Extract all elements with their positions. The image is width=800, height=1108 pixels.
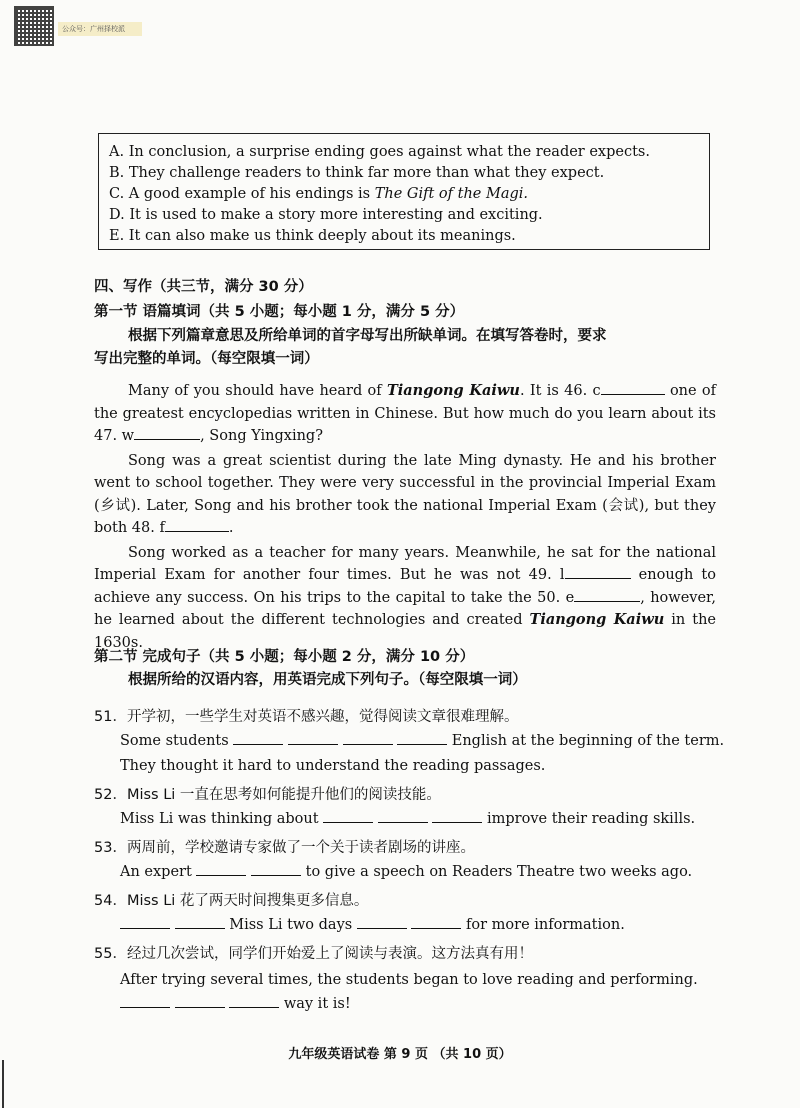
option-d: D. It is used to make a story more interesting and exciting.: [109, 207, 543, 223]
blank-48[interactable]: [165, 517, 229, 532]
q54-english: Miss Li two days for more information.: [120, 914, 625, 936]
blank-54-4[interactable]: [411, 914, 461, 929]
q53-chinese: 53．两周前，学校邀请专家做了一个关于读者剧场的讲座。: [94, 840, 475, 856]
blank-52-1[interactable]: [323, 808, 373, 823]
part1-title: 第一节 语篇填词（共 5 小题；每小题 1 分，满分 5 分）: [94, 304, 465, 320]
blank-49[interactable]: [565, 564, 631, 579]
blank-46[interactable]: [601, 380, 665, 395]
passage-paragraph-2: Song was a great scientist during the late Ming dynasty. He and his brother went to school together. They were very successful in the provincial Imperial Exam (乡试). Later, Song and his brother took the national Imperial Exam (会试), but they both 48. f .: [94, 452, 716, 536]
blank-52-3[interactable]: [432, 808, 482, 823]
passage-paragraph-3: Song worked as a teacher for many years. Meanwhile, he sat for the national Imperial Exam for another four times. But he was not 49. l enough to achieve any success. On his trips to the capital to take the 50. e , however, he learned about the different technologies and created Tiangong Kaiwu in the 1630s.: [94, 544, 716, 651]
option-b: B. They challenge readers to think far more than what they expect.: [109, 165, 605, 181]
part1-instruction-2: 写出完整的单词。（每空限填一词）: [94, 351, 319, 367]
blank-51-4[interactable]: [397, 730, 447, 745]
part2-title: 第二节 完成句子（共 5 小题；每小题 2 分，满分 10 分）: [94, 649, 475, 665]
passage-paragraph-1: Many of you should have heard of Tiangong Kaiwu. It is 46. c one of the greatest encyclopedias written in Chinese. But how much do you learn about its 47. w , Song Yingxing?: [94, 382, 717, 444]
cloze-passage: [94, 380, 716, 654]
blank-47[interactable]: [134, 425, 200, 440]
options-box: [98, 133, 710, 250]
qr-code: [14, 6, 54, 46]
blank-54-2[interactable]: [175, 914, 225, 929]
blank-55-1[interactable]: [120, 993, 170, 1008]
blank-55-2[interactable]: [175, 993, 225, 1008]
q51-chinese: 51．开学初，一些学生对英语不感兴趣，觉得阅读文章很难理解。: [94, 709, 519, 725]
blank-51-3[interactable]: [343, 730, 393, 745]
blank-52-2[interactable]: [378, 808, 428, 823]
q51-english-2: They thought it hard to understand the reading passages.: [120, 758, 546, 774]
blank-53-2[interactable]: [251, 861, 301, 876]
option-c-title: The Gift of the Magi.: [374, 186, 529, 202]
page-footer: 九年级英语试卷 第 9 页 （共 10 页）: [288, 1047, 512, 1062]
option-a: A. In conclusion, a surprise ending goes against what the reader expects.: [109, 144, 650, 160]
blank-54-1[interactable]: [120, 914, 170, 929]
blank-54-3[interactable]: [357, 914, 407, 929]
q55-english: After trying several times, the students began to love reading and performing.: [120, 972, 698, 988]
watermark-label: 公众号：广州择校派: [58, 22, 142, 36]
q54-chinese: 54．Miss Li 花了两天时间搜集更多信息。: [94, 893, 369, 909]
q52-english: Miss Li was thinking about improve their reading skills.: [120, 808, 695, 830]
q53-english: An expert to give a speech on Readers Theatre two weeks ago.: [120, 861, 692, 883]
section-title: 四、写作（共三节，满分 30 分）: [94, 279, 313, 295]
part1-instruction-1: 根据下列篇章意思及所给单词的首字母写出所缺单词。在填写答卷时，要求: [128, 328, 607, 344]
q55-english-2: way it is!: [120, 993, 351, 1015]
option-c: C. A good example of his endings is The Gift of the Magi.: [109, 186, 529, 202]
q55-chinese: 55．经过几次尝试，同学们开始爱上了阅读与表演。这方法真有用！: [94, 946, 533, 962]
blank-53-1[interactable]: [196, 861, 246, 876]
part2-instruction: 根据所给的汉语内容，用英语完成下列句子。（每空限填一词）: [128, 672, 527, 688]
blank-51-1[interactable]: [233, 730, 283, 745]
option-e: E. It can also make us think deeply about its meanings.: [109, 228, 516, 244]
blank-51-2[interactable]: [288, 730, 338, 745]
q51-english: Some students English at the beginning of the term.: [120, 730, 724, 752]
blank-55-3[interactable]: [229, 993, 279, 1008]
blank-50[interactable]: [574, 587, 640, 602]
q52-chinese: 52．Miss Li 一直在思考如何能提升他们的阅读技能。: [94, 787, 441, 803]
scan-edge: [2, 1060, 4, 1108]
